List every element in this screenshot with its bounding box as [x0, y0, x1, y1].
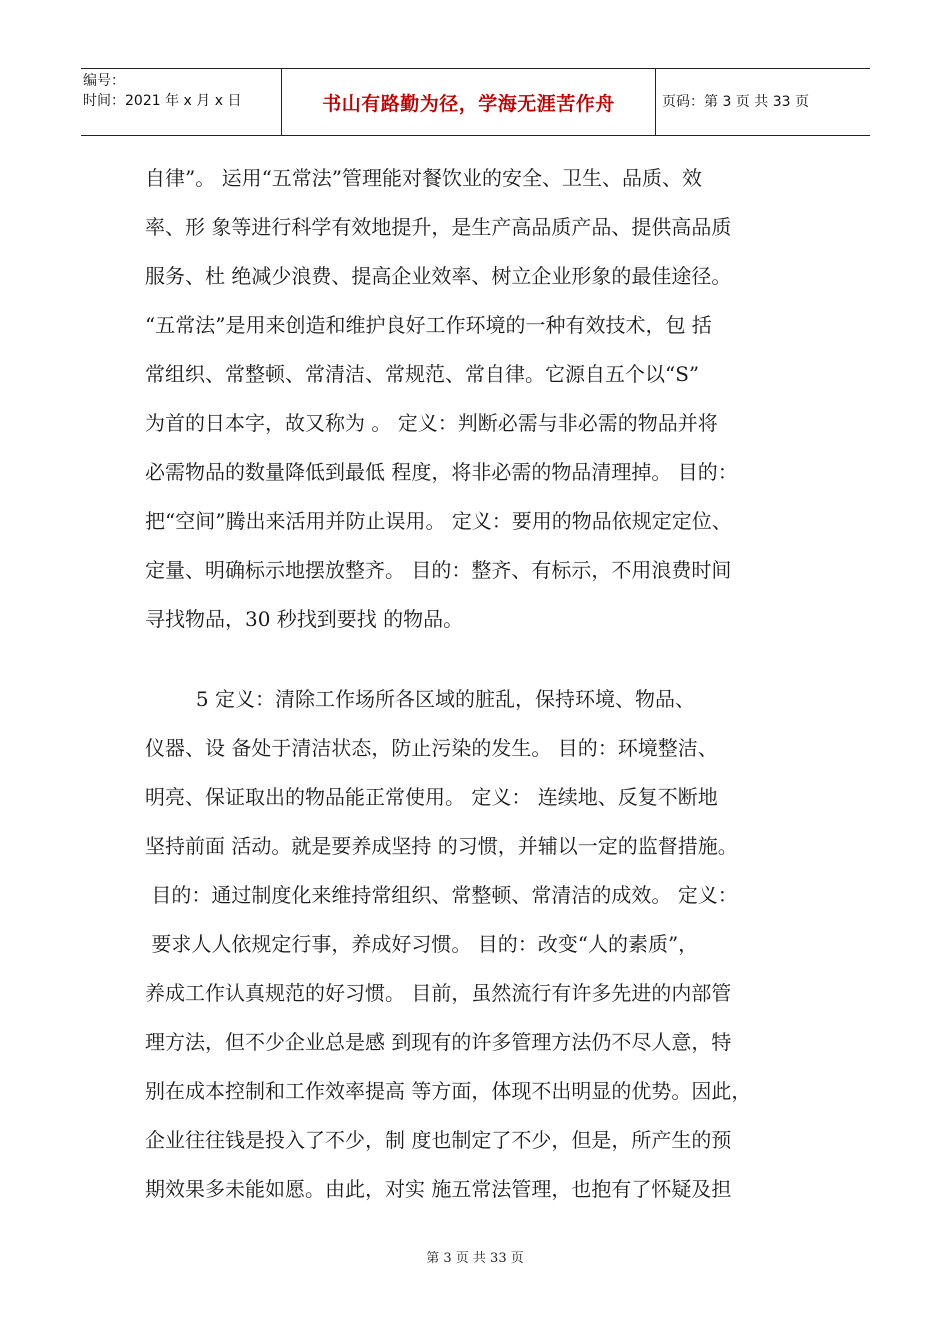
header-page-cell — [656, 69, 870, 135]
body-line: 仪器、设 备处于清洁状态，防止污染的发生。 目的：环境整洁、 — [145, 736, 718, 760]
body-line: 必需物品的数量降低到最低 程度，将非必需的物品清理掉。 目的： — [145, 460, 738, 484]
body-line: 定量、明确标示地摆放整齐。 目的：整齐、有标示，不用浪费时间 — [145, 558, 732, 582]
body-line: 明亮、保证取出的物品能正常使用。 定义： 连续地、反复不断地 — [145, 785, 718, 809]
body-line: 常组织、常整顿、常清洁、常规范、常自律。它源自五个以“S” — [145, 362, 700, 386]
header-page-info: 页码：第 3 页 共 33 页 — [662, 94, 809, 110]
body-line: “五常法”是用来创造和维护良好工作环境的一种有效技术，包 括 — [145, 313, 712, 337]
body-line: 寻找物品，30 秒找到要找 的物品。 — [145, 607, 464, 631]
header-motto-cell — [282, 69, 656, 135]
motto-text: 书山有路勤为径，学海无涯苦作舟 — [322, 92, 615, 115]
body-line: 坚持前面 活动。就是要养成坚持 的习惯，并辅以一定的监督措施。 — [145, 834, 738, 858]
body-line: 理方法，但不少企业总是感 到现有的许多管理方法仍不尽人意，特 — [145, 1030, 732, 1054]
body-line: 企业往往钱是投入了不少，制 度也制定了不少，但是，所产生的预 — [145, 1128, 732, 1152]
body-line: 别在成本控制和工作效率提高 等方面，体现不出明显的优势。因此， — [145, 1079, 752, 1103]
body-line: 服务、杜 绝减少浪费、提高企业效率、树立企业形象的最佳途径。 — [145, 264, 732, 288]
body-line: 自律”。 运用“五常法”管理能对餐饮业的安全、卫生、品质、效 — [145, 166, 703, 190]
header-left-cell — [81, 69, 282, 135]
body-line: 把“空间”腾出来活用并防止误用。 定义：要用的物品依规定定位、 — [145, 509, 732, 533]
body-line: 5 定义：清除工作场所各区域的脏乱，保持环境、物品、 — [145, 687, 695, 711]
body-line: 期效果多未能如愿。由此，对实 施五常法管理，也抱有了怀疑及担 — [145, 1177, 732, 1201]
body-line: 为首的日本字，故又称为 。 定义：判断必需与非必需的物品并将 — [145, 411, 718, 435]
doc-number-label: 编号： — [83, 73, 125, 89]
body-line: 要求人人依规定行事，养成好习惯。 目的：改变“人的素质”， — [145, 932, 699, 956]
doc-date-label: 时间：2021 年 x 月 x 日 — [83, 93, 242, 109]
body-line: 目的：通过制度化来维持常组织、常整顿、常清洁的成效。 定义： — [145, 883, 738, 907]
body-line: 率、形 象等进行科学有效地提升，是生产高品质产品、提供高品质 — [145, 215, 732, 239]
body-line: 养成工作认真规范的好习惯。 目前，虽然流行有许多先进的内部管 — [145, 981, 732, 1005]
page-footer: 第 3 页 共 33 页 — [426, 1251, 524, 1266]
header-table — [81, 68, 870, 136]
